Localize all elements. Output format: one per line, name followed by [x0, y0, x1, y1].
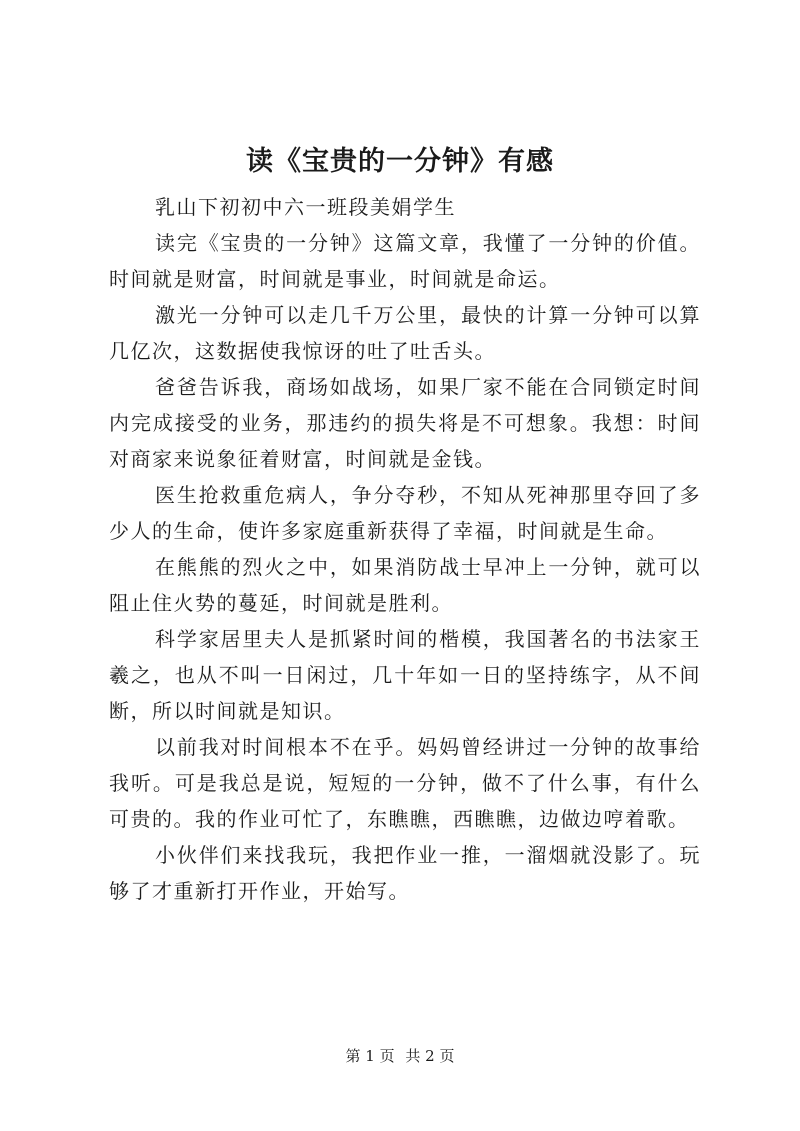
paragraph: 在熊熊的烈火之中，如果消防战士早冲上一分钟，就可以阻止住火势的蔓延，时间就是胜利。 — [109, 555, 701, 615]
page-total: 共 2 页 — [405, 1047, 455, 1065]
author-line: 乳山下初初中六一班段美娟学生 — [155, 195, 456, 219]
paragraph: 以前我对时间根本不在乎。妈妈曾经讲过一分钟的故事给我听。可是我总是说，短短的一分钟，做不了什么事，有什么可贵的。我的作业可忙了，东瞧瞧，西瞧瞧，边做边哼着歌。 — [109, 735, 701, 831]
paragraph: 激光一分钟可以走几千万公里，最快的计算一分钟可以算几亿次，这数据使我惊讶的吐了吐舌头。 — [109, 303, 701, 363]
paragraph: 爸爸告诉我，商场如战场，如果厂家不能在合同锁定时间内完成接受的业务，那违约的损失将是不可想象。我想：时间对商家来说象征着财富，时间就是金钱。 — [109, 375, 701, 471]
page-footer — [0, 1046, 800, 1066]
paragraph: 科学家居里夫人是抓紧时间的楷模，我国著名的书法家王羲之，也从不叫一日闲过，几十年如一日的坚持练字，从不间断，所以时间就是知识。 — [109, 627, 701, 723]
document-body — [109, 189, 701, 909]
paragraph: 医生抢救重危病人，争分夺秒，不知从死神那里夺回了多少人的生命，使许多家庭重新获得了幸福，时间就是生命。 — [109, 483, 701, 543]
page-number: 第 1 页 — [345, 1047, 395, 1065]
paragraph: 读完《宝贵的一分钟》这篇文章，我懂了一分钟的价值。时间就是财富，时间就是事业，时间就是命运。 — [109, 231, 701, 291]
document-title: 读《宝贵的一分钟》有感 — [246, 146, 554, 177]
paragraph: 小伙伴们来找我玩，我把作业一推，一溜烟就没影了。玩够了才重新打开作业，开始写。 — [109, 843, 701, 903]
